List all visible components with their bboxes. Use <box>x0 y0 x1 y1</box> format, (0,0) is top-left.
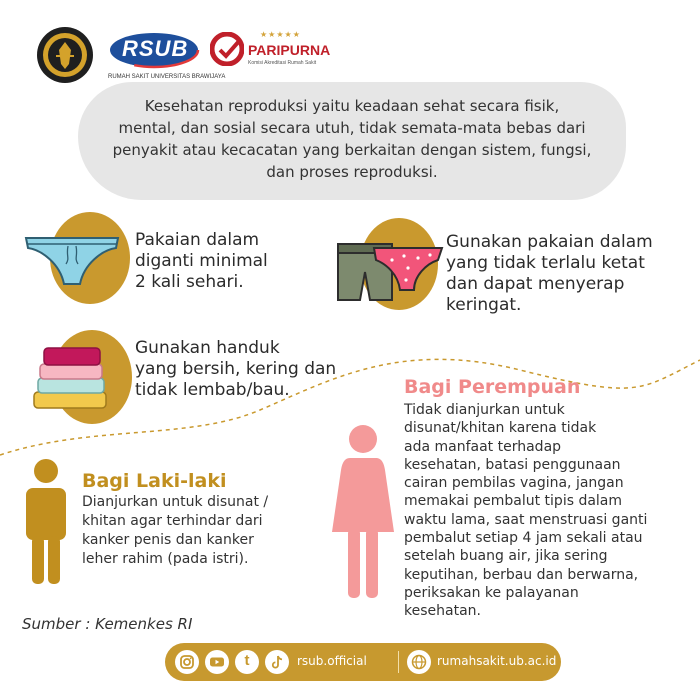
tip-line: Gunakan handuk <box>135 338 280 358</box>
intro-line: Kesehatan reproduksi yaitu keadaan sehat secara fisik, <box>144 97 560 115</box>
loose-underwear-icon <box>334 238 446 312</box>
accreditation-name: PARIPURNA <box>248 42 331 58</box>
male-line: kanker penis dan kanker <box>82 532 254 548</box>
female-line: waktu lama, saat menstruasi ganti <box>404 511 648 528</box>
intro-line: penyakit atau kecacatan yang berkaitan dengan sistem, fungsi, <box>112 141 592 159</box>
rsub-logo-text: RSUB <box>122 36 189 61</box>
female-line: keputihan, berbau dan berwarna, <box>404 566 639 583</box>
web-icon[interactable] <box>407 650 431 674</box>
rsub-logo <box>108 30 226 82</box>
male-figure-icon <box>20 458 72 592</box>
university-crest-logo <box>36 26 94 84</box>
paripurna-logo <box>210 30 331 72</box>
rsub-caption: RUMAH SAKIT UNIVERSITAS BRAWIJAYA <box>108 74 226 80</box>
folded-towels-icon <box>28 340 114 416</box>
female-heading: Bagi Perempuan <box>404 376 581 398</box>
tumblr-glyph: t <box>244 652 250 669</box>
female-line: ada manfaat terhadap <box>404 438 562 455</box>
accreditation-stars: ★★★★★ <box>260 30 301 39</box>
male-line: khitan agar terhindar dari <box>82 513 263 529</box>
footer-social-bar <box>165 643 561 681</box>
tip-line: Pakaian dalam <box>135 230 260 250</box>
tip-line: dan dapat menyerap <box>446 274 625 294</box>
tiktok-icon[interactable] <box>265 650 289 674</box>
website-link[interactable]: rumahsakit.ub.ac.id <box>437 654 557 668</box>
tip-line: keringat. <box>446 295 522 315</box>
female-line: periksakan ke palayanan <box>404 584 579 601</box>
tip-line: Gunakan pakaian dalam <box>446 232 653 252</box>
tip-line: 2 kali sehari. <box>135 272 244 292</box>
intro-line: mental, dan sosial secara utuh, tidak semata-mata bebas dari <box>118 119 586 137</box>
tumblr-icon[interactable] <box>235 650 259 674</box>
tip-1-text <box>135 230 268 293</box>
accreditation-caption: Komisi Akreditasi Rumah Sakit <box>248 60 317 66</box>
female-figure-icon <box>328 424 398 604</box>
female-line: kesehatan, batasi penggunaan <box>404 456 621 473</box>
female-line: Tidak dianjurkan untuk <box>404 402 565 418</box>
instagram-icon[interactable] <box>175 650 199 674</box>
female-line: memakai pembalut tipis dalam <box>404 493 623 510</box>
tip-3-text <box>135 338 336 401</box>
intro-line: dan proses reproduksi. <box>266 163 438 181</box>
youtube-icon[interactable] <box>205 650 229 674</box>
tip-line: tidak lembab/bau. <box>135 380 290 400</box>
blue-underwear-icon <box>22 230 122 294</box>
intro-paragraph <box>92 95 612 183</box>
tip-line: diganti minimal <box>135 251 268 271</box>
male-line: leher rahim (pada istri). <box>82 551 249 567</box>
social-handle[interactable]: rsub.official <box>297 654 367 668</box>
female-line: kesehatan. <box>404 603 481 620</box>
female-line: disunat/khitan karena tidak <box>404 420 597 437</box>
source-credit: Sumber : Kemenkes RI <box>22 615 193 633</box>
female-line: setelah buang air, jika sering <box>404 548 608 565</box>
male-body <box>82 493 312 569</box>
female-body <box>404 401 694 621</box>
tip-line: yang tidak terlalu ketat <box>446 253 645 273</box>
tip-2-text <box>446 232 653 316</box>
male-heading: Bagi Laki-laki <box>82 470 227 492</box>
female-line: cairan pembilas vagina, jangan <box>404 475 624 492</box>
female-line: pembalut setiap 4 jam sekali atau <box>404 530 643 547</box>
footer-divider <box>398 651 399 673</box>
tip-line: yang bersih, kering dan <box>135 359 337 379</box>
male-line: Dianjurkan untuk disunat / <box>82 494 269 510</box>
